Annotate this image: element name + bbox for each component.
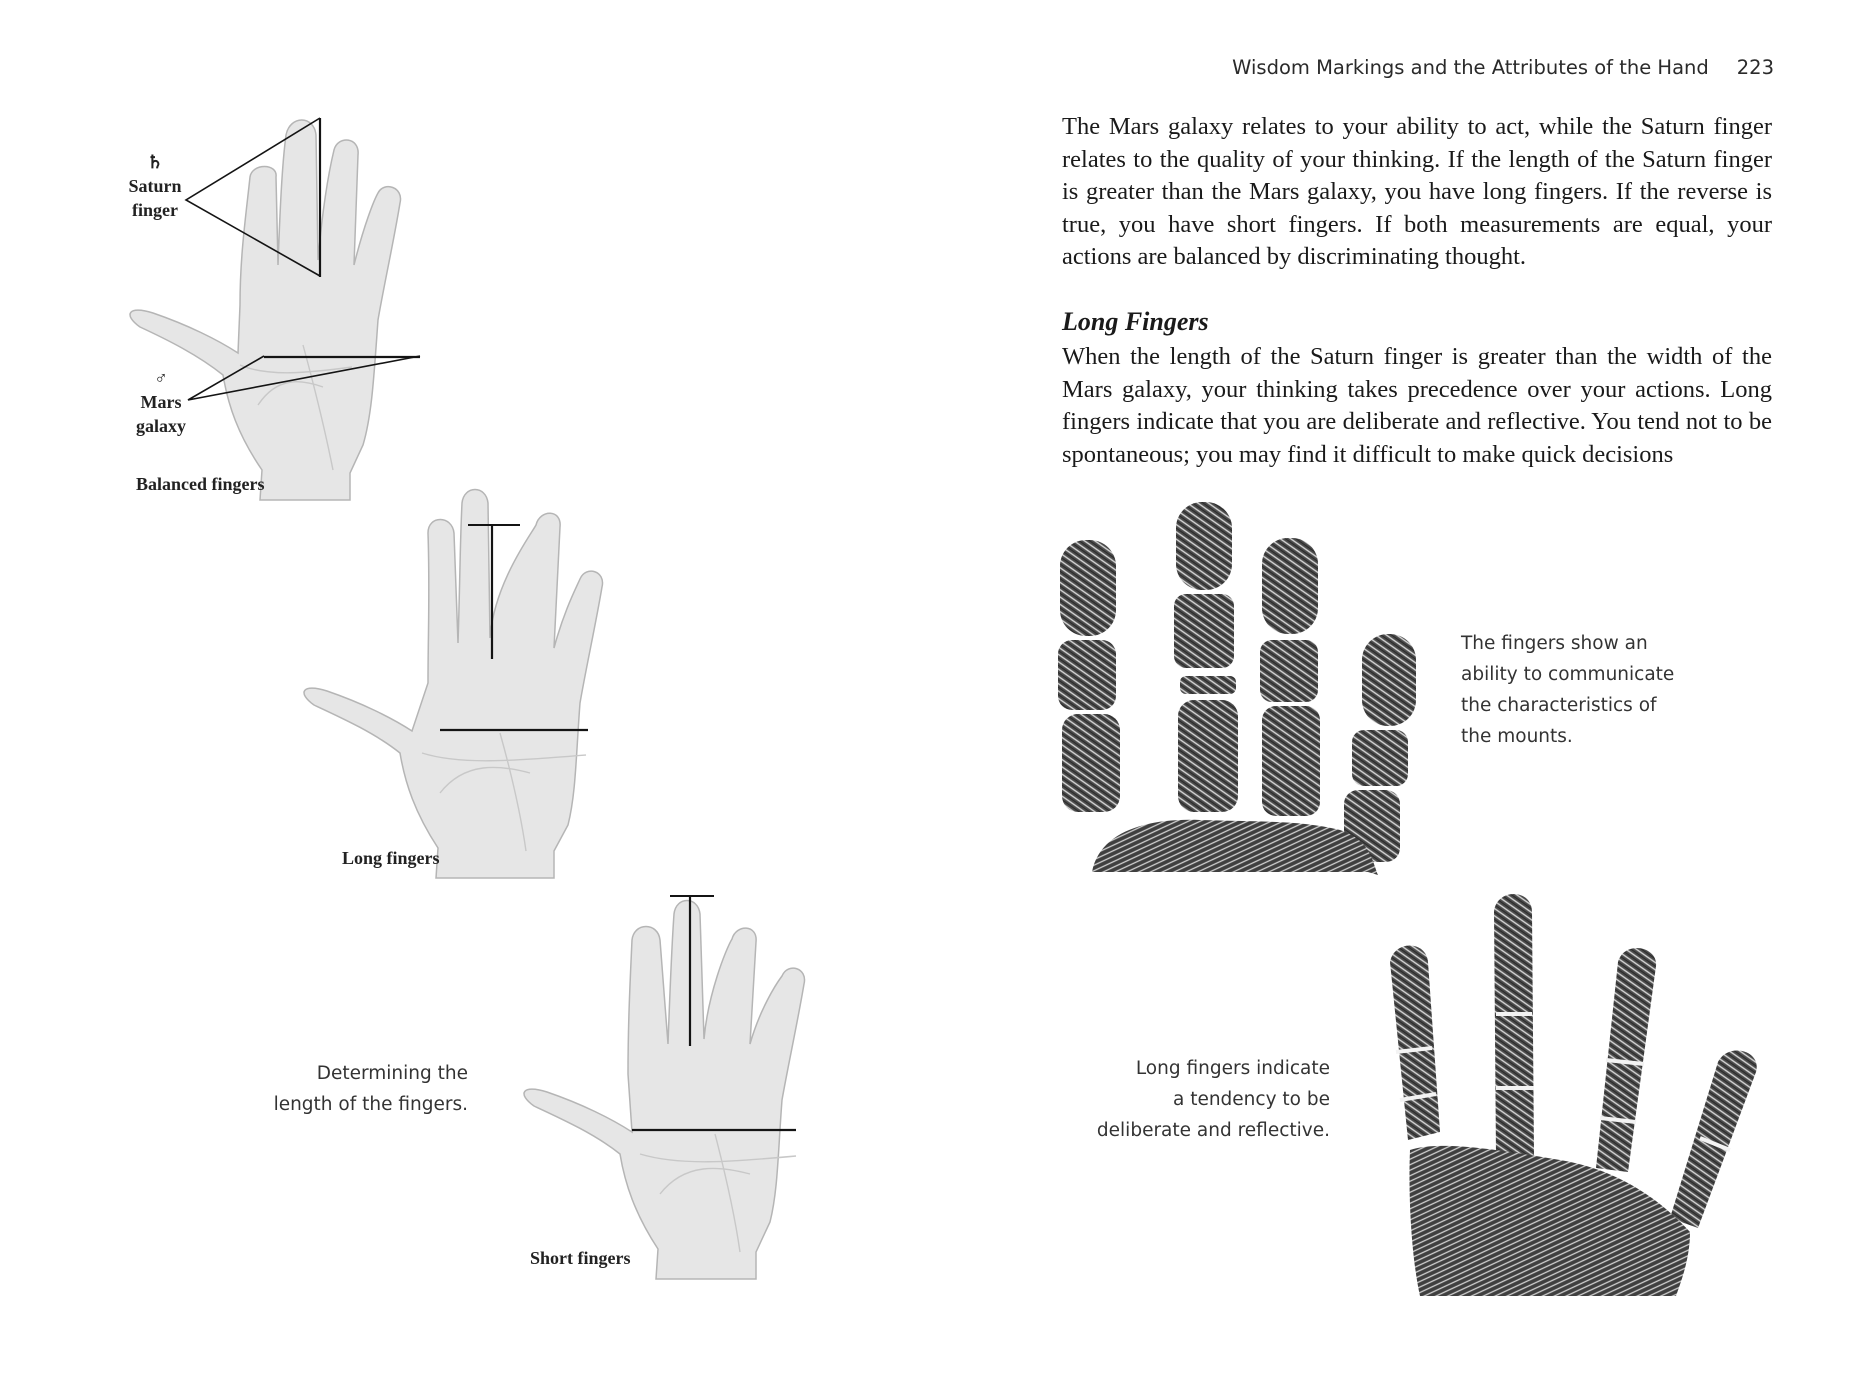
saturn-symbol: ♄ <box>146 152 164 172</box>
balanced-fingers-label: Balanced fingers <box>136 474 265 494</box>
section-heading: Long Fingers <box>1062 307 1209 336</box>
intro-paragraph: The Mars galaxy relates to your ability to act, while the Saturn finger relates to the quality of your thinking. If the length of the Saturn finger is greater than the Mars galaxy, you have long fingers. If the reverse is true, you have short fingers. If both measurements are equal, your actions are balanced by discriminating thought. <box>1062 113 1772 271</box>
handprint-2-caption-line1: Long fingers indicate <box>1135 1058 1330 1079</box>
handprint-1-caption-line2: ability to communicate <box>1461 664 1675 685</box>
saturn-label <box>112 150 198 222</box>
handprint-1-caption <box>1461 628 1721 752</box>
saturn-label-line1: Saturn <box>128 176 182 196</box>
mars-label-line2: galaxy <box>135 416 186 436</box>
saturn-label-line2: finger <box>132 200 178 220</box>
handprint-2-caption <box>1080 1053 1330 1146</box>
handprint-2-caption-line2: a tendency to be <box>1172 1089 1330 1110</box>
handprint-1-caption-line4: the mounts. <box>1461 726 1573 747</box>
handprint-1-caption-line1: The fingers show an <box>1461 633 1648 654</box>
figure-caption-line2: length of the fingers. <box>273 1094 468 1115</box>
handprint-1-caption-line3: the characteristics of <box>1461 695 1657 716</box>
mars-label <box>118 366 204 438</box>
handprint-2-caption-line3: deliberate and reflective. <box>1096 1120 1330 1141</box>
handprint-image-2 <box>0 0 1 1</box>
short-fingers-label: Short fingers <box>530 1248 631 1268</box>
figure-caption-line1: Determining the <box>316 1063 468 1084</box>
running-title: Wisdom Markings and the Attributes of the Hand <box>1232 56 1709 79</box>
mars-symbol: ♂ <box>154 368 168 388</box>
section-paragraph: When the length of the Saturn finger is greater than the width of the Mars galaxy, your thinking takes precedence over your actions. Long fingers indicate that you are deliberate and reflective. You tend not to be spontaneous; you may find it difficult to make quick decisions <box>1062 343 1772 468</box>
page-number: 223 <box>1736 56 1774 79</box>
long-fingers-label: Long fingers <box>342 848 440 868</box>
mars-label-line1: Mars <box>140 392 182 412</box>
figure-caption <box>250 1058 468 1120</box>
running-header <box>1200 56 1774 79</box>
